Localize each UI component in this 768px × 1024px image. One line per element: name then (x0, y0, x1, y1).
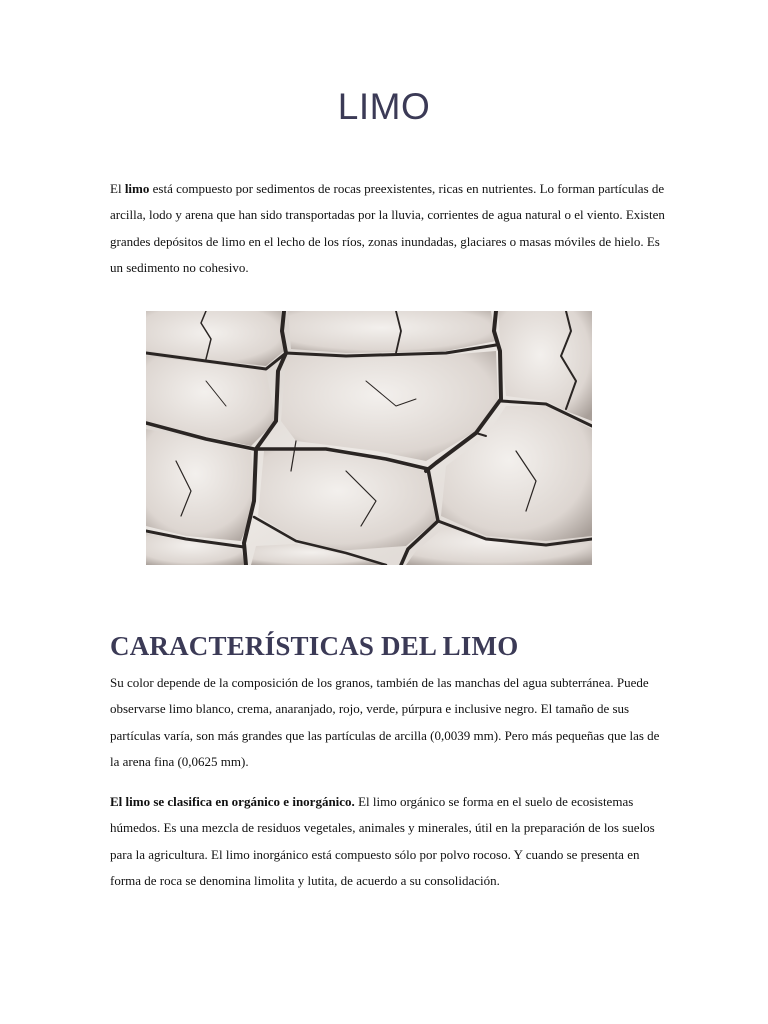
intro-bold-term: limo (124, 181, 150, 196)
characteristics-paragraph: Su color depende de la composición de los granos, también de las manchas del agua subterránea. Puede observarse limo blanco, crema, anaranjado, rojo, verde, púrpura e inclusive negro. El tamaño de sus partículas varía, son más grandes que las partículas de arcilla (0,0039 mm). Pero más pequeñas que las de la arena fina (0,0625 mm). (110, 675, 660, 769)
classification-paragraph (110, 789, 670, 894)
intro-text-rest: está compuesto por sedimentos de rocas preexistentes, ricas en nutrientes. Lo forman partículas de arcilla, lodo y arena que han sido transportadas por la lluvia, corrientes de agua natural o el viento. Existen grandes depósitos de limo en el lecho de los ríos, zonas inundadas, glaciares o masas móviles de hielo. Es un sedimento no cohesivo. (110, 181, 665, 275)
classification-bold-sentence: El limo se clasifica en orgánico e inorgánico. (110, 794, 355, 809)
section-heading: CARACTERÍSTICAS DEL LIMO (110, 631, 519, 661)
classification-text: El limo orgánico se forma en el suelo de ecosistemas húmedos. Es una mezcla de residuos vegetales, animales y minerales, útil en la preparación de los suelos para la agricultura. El limo inorgánico está compuesto sólo por polvo rocoso. Y cuando se presenta en forma de roca se denomina limolita y lutita, de acuerdo a su consolidación. (110, 794, 655, 888)
cracked-mud-photo (146, 311, 592, 565)
intro-paragraph (110, 176, 670, 281)
page-title: LIMO (337, 86, 431, 127)
intro-text-start: El (110, 181, 125, 196)
cracked-mud-illustration (146, 311, 592, 565)
